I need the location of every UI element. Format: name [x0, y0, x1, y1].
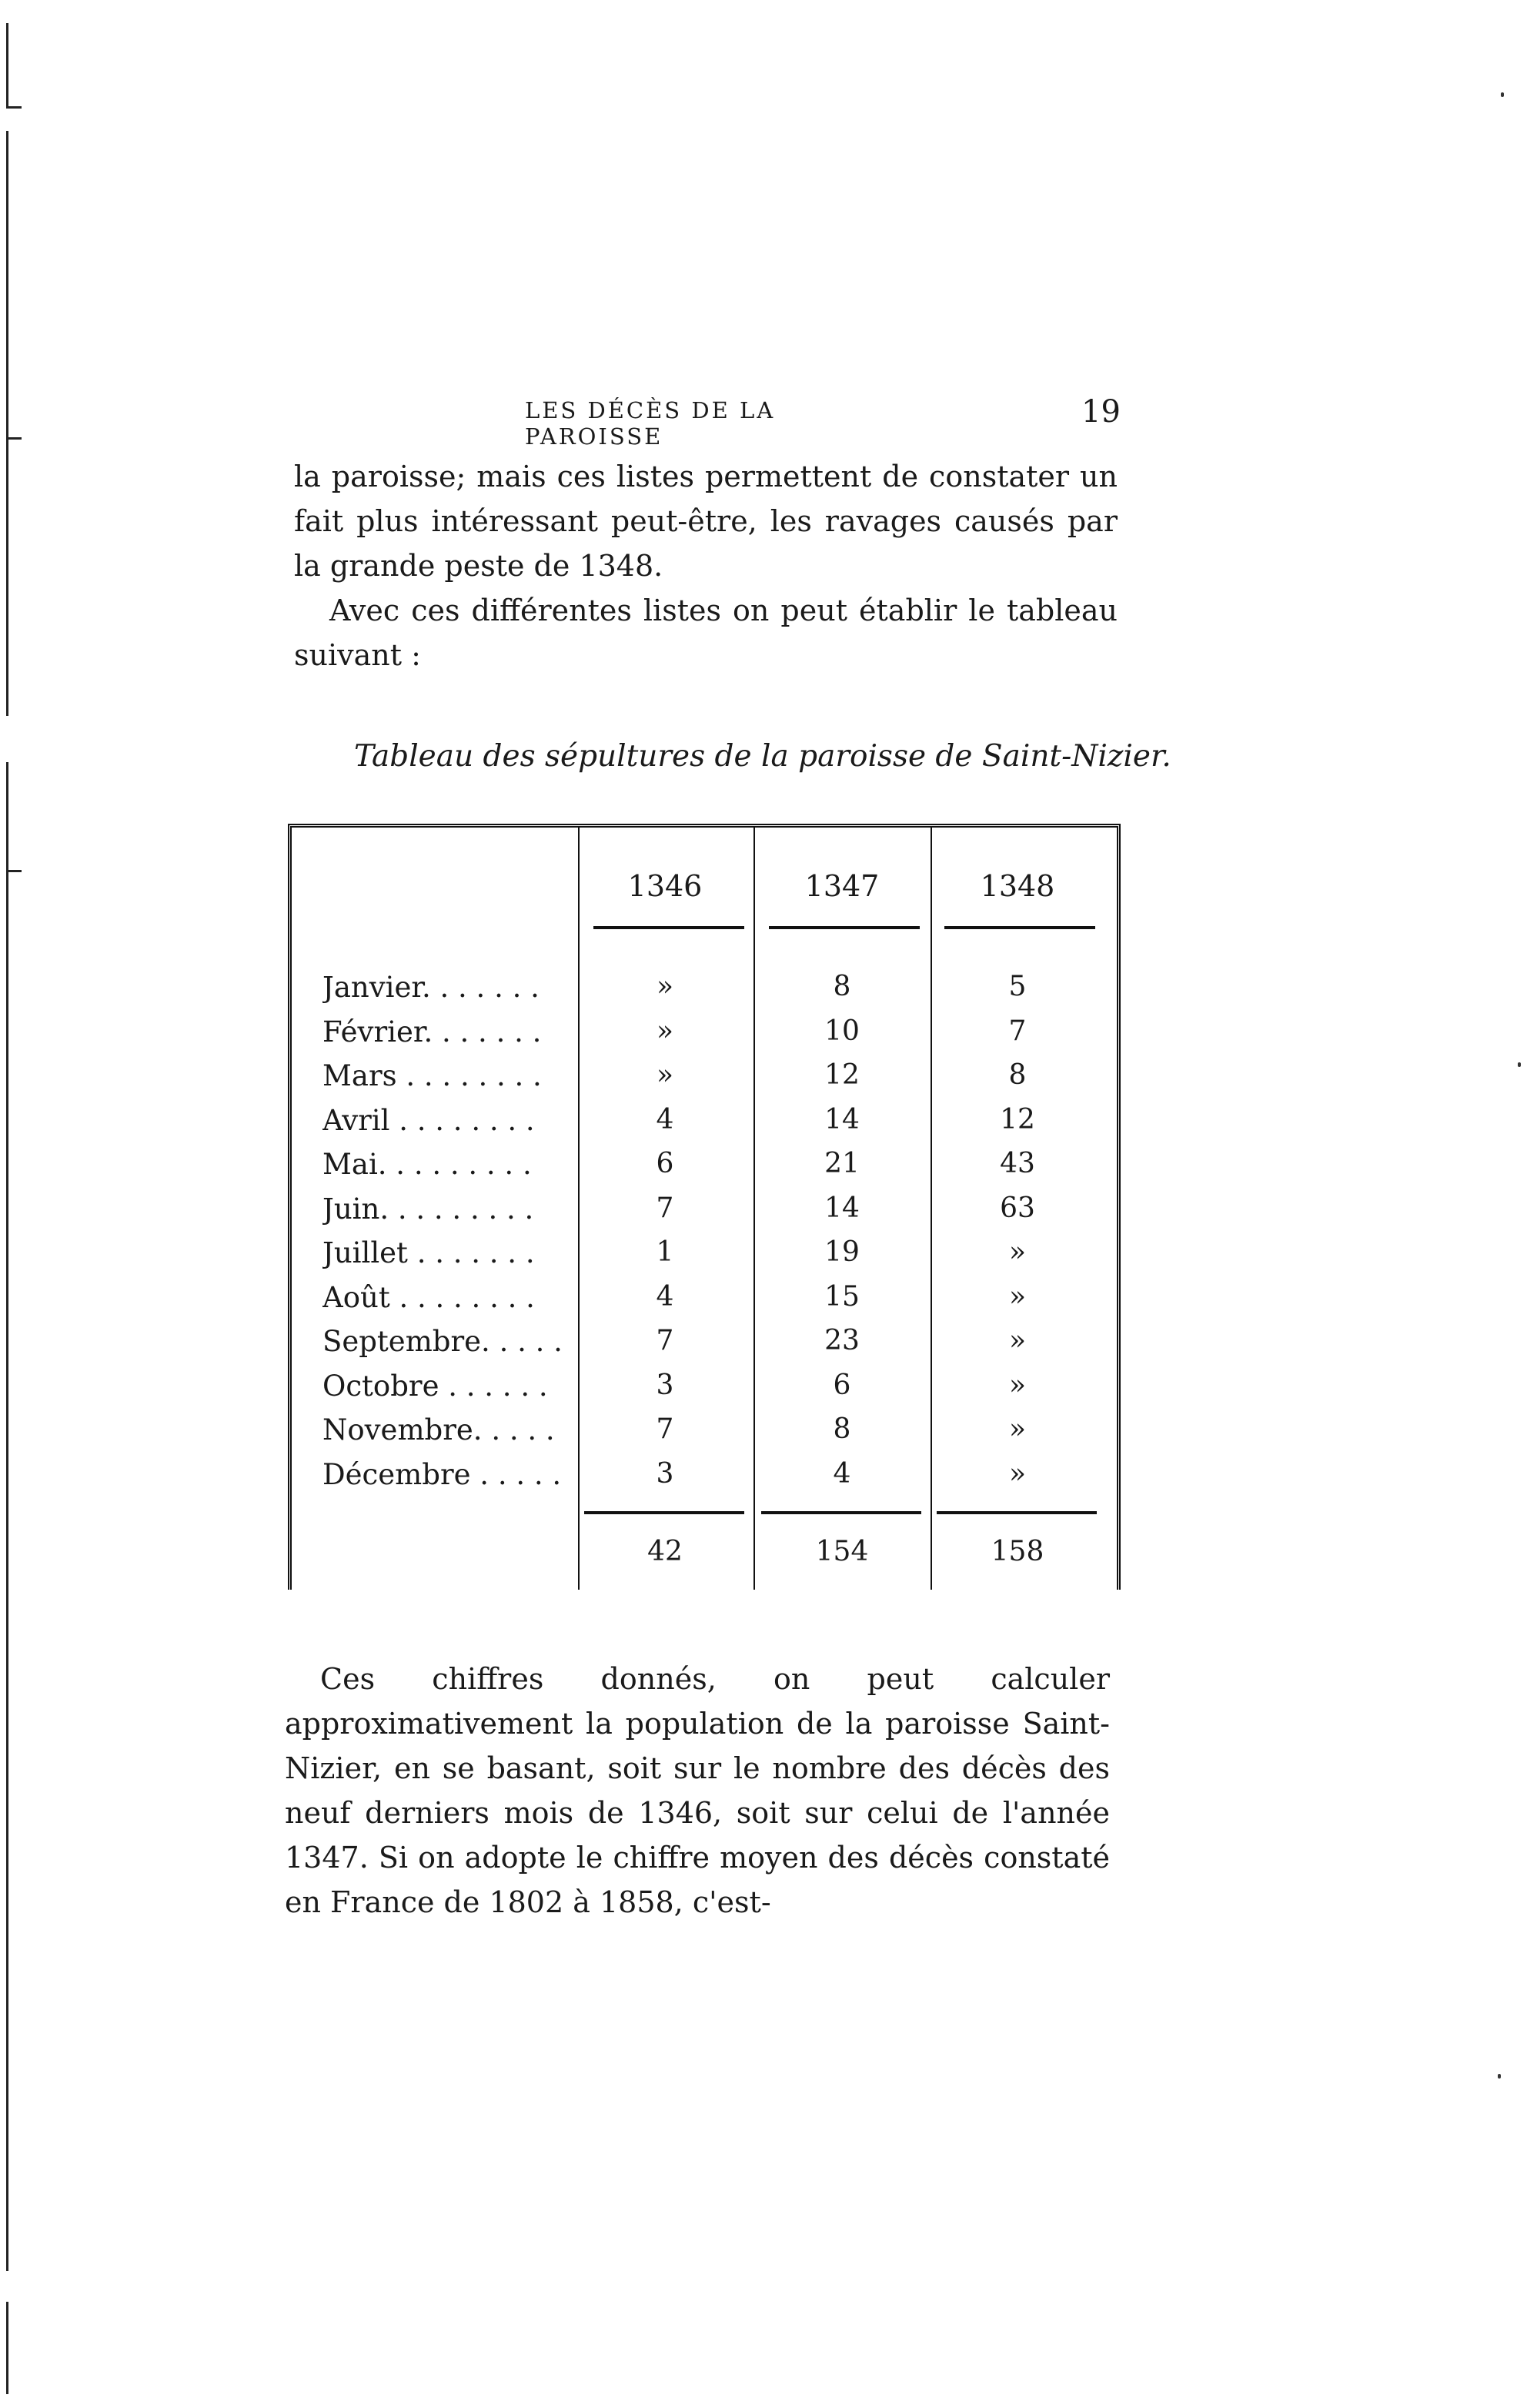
column-divider [753, 828, 755, 1590]
cell-1348: 43 [1000, 1148, 1035, 1179]
month-label: Octobre . . . . . . [322, 1369, 548, 1403]
month-label: Février. . . . . . . [322, 1015, 542, 1048]
month-label: Mars . . . . . . . . [322, 1059, 542, 1092]
month-label: Septembre. . . . . [322, 1325, 563, 1358]
cell-1348: » [1008, 1369, 1027, 1401]
cell-1346: 7 [656, 1413, 674, 1445]
cell-1347: 21 [824, 1148, 860, 1179]
total-rule [584, 1511, 744, 1514]
cell-1348: 63 [1000, 1192, 1035, 1224]
scan-speck [1518, 1062, 1521, 1067]
cell-1346: » [656, 971, 674, 1002]
total-1348: 158 [991, 1536, 1044, 1567]
cell-1346: 7 [656, 1192, 674, 1224]
cell-1347: 8 [833, 1413, 851, 1445]
month-label: Janvier. . . . . . . [322, 971, 540, 1004]
scan-edge-mark [6, 106, 22, 109]
cell-1347: 23 [824, 1325, 860, 1356]
total-1346: 42 [647, 1536, 683, 1567]
cell-1347: 15 [824, 1280, 860, 1313]
scan-edge-mark [6, 437, 22, 440]
column-divider [578, 828, 580, 1590]
cell-1347: 10 [824, 1015, 860, 1047]
body-paragraph-bottom: Ces chiffres donnés, on peut calculer approximativement la population de la paroisse Saint-Nizier, en se basant, soit sur le nombre des décès des neuf derniers mois de 1346, soit sur celui de l'année 1347. Si on adopte le chiffre moyen des décès constaté en France de 1802 à 1858, c'est- [285, 1662, 1110, 1919]
running-head: LES DÉCÈS DE LA PAROISSE [525, 397, 776, 450]
cell-1346: 3 [656, 1369, 674, 1401]
header-rule [769, 926, 920, 929]
year-header-1346: 1346 [627, 869, 703, 903]
cell-1348: » [1008, 1280, 1027, 1313]
month-label: Juillet . . . . . . . [322, 1236, 535, 1269]
total-rule [761, 1511, 921, 1514]
cell-1347: 14 [824, 1103, 860, 1135]
cell-1346: 6 [656, 1148, 674, 1179]
scan-speck [1501, 92, 1504, 97]
year-header-1348: 1348 [980, 869, 1055, 903]
cell-1346: » [656, 1015, 674, 1047]
header-rule [944, 926, 1095, 929]
month-label: Avril . . . . . . . . [322, 1103, 535, 1137]
cell-1348: 8 [1008, 1059, 1027, 1091]
cell-1346: 3 [656, 1457, 674, 1490]
month-label: Mai. . . . . . . . . [322, 1148, 532, 1181]
paragraph-text: la paroisse; mais ces listes permettent de constater un fait plus intéressant peut-être, les ravages causés par la grande peste de 1348. [294, 460, 1118, 583]
cell-1348: 5 [1008, 971, 1027, 1002]
cell-1348: 7 [1008, 1015, 1027, 1047]
burials-table [288, 824, 1121, 1590]
paragraph-text: Avec ces différentes listes on peut établir le tableau suivant : [294, 594, 1118, 672]
cell-1348: » [1008, 1413, 1027, 1445]
scan-edge-mark [6, 870, 22, 872]
table-caption: Tableau des sépultures de la paroisse de Saint-Nizier. [354, 739, 1171, 774]
cell-1346: 1 [656, 1236, 674, 1268]
cell-1348: » [1008, 1236, 1027, 1268]
cell-1347: 4 [833, 1457, 851, 1490]
cell-1348: » [1008, 1457, 1027, 1490]
cell-1347: 12 [824, 1059, 860, 1091]
column-divider [931, 828, 932, 1590]
month-label: Novembre. . . . . [322, 1413, 555, 1446]
month-label: Décembre . . . . . [322, 1457, 562, 1491]
month-label: Août . . . . . . . . [322, 1280, 535, 1314]
header-rule [593, 926, 744, 929]
scan-edge-mark [6, 131, 8, 716]
cell-1347: 14 [824, 1192, 860, 1224]
total-rule [937, 1511, 1097, 1514]
year-header-1347: 1347 [804, 869, 880, 903]
scan-speck [1498, 2074, 1501, 2079]
scan-edge-mark [6, 762, 8, 2271]
total-1347: 154 [815, 1536, 869, 1567]
cell-1346: 7 [656, 1325, 674, 1356]
cell-1346: » [656, 1059, 674, 1091]
body-paragraph-top [294, 454, 1118, 677]
cell-1346: 4 [656, 1103, 674, 1135]
cell-1347: 6 [833, 1369, 851, 1401]
cell-1348: 12 [1000, 1103, 1035, 1135]
cell-1347: 8 [833, 971, 851, 1002]
cell-1346: 4 [656, 1280, 674, 1313]
scan-edge-mark [6, 23, 8, 108]
month-label: Juin. . . . . . . . . [322, 1192, 534, 1226]
cell-1347: 19 [824, 1236, 860, 1268]
page-number: 19 [1081, 394, 1121, 430]
scan-edge-mark [6, 2302, 8, 2394]
cell-1348: » [1008, 1325, 1027, 1356]
